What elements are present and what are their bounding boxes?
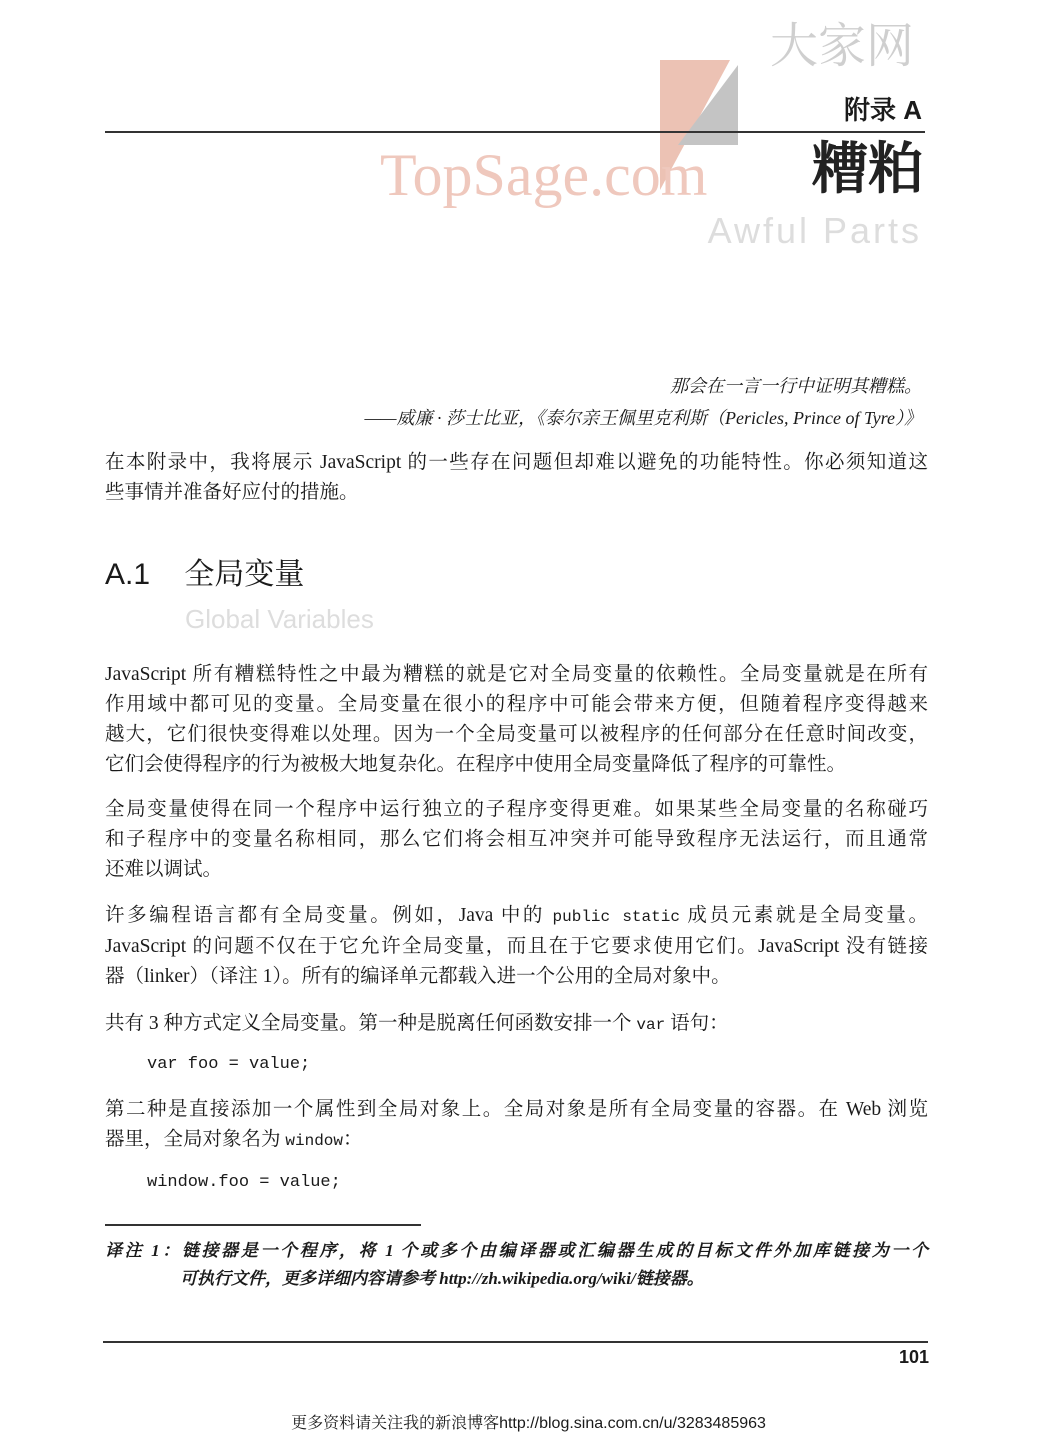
intro-paragraph <box>105 448 928 508</box>
text-line: 越大，它们很快变得难以处理。因为一个全局变量可以被程序的任何部分在任意时间改变， <box>105 724 928 745</box>
inline-code: var <box>636 1016 666 1034</box>
epigraph-quote: 那会在一言一行中证明其糟糕。 <box>670 376 922 396</box>
chapter-label: 附录 A <box>843 95 922 125</box>
paragraph <box>105 795 928 885</box>
text-line: 全局变量使得在同一个程序中运行独立的子程序变得更难。如果某些全局变量的名称碰巧 <box>105 799 928 820</box>
watermark-cn: 大家网 <box>770 18 915 74</box>
text-line: JavaScript 所有糟糕特性之中最为糟糕的就是它对全局变量的依赖性。全局变量就是在所有 <box>105 664 928 685</box>
section-title: 全局变量 <box>184 558 305 591</box>
text-line: 和子程序中的变量名称相同，那么它们将会相互冲突并可能导致程序无法运行，而且通常 <box>105 829 928 850</box>
watermark-en: TopSage.com <box>380 142 708 208</box>
footnote-url[interactable]: http://zh.wikipedia.org/wiki/ <box>439 1269 636 1288</box>
bottom-note: 更多资料请关注我的新浪博客http://blog.sina.com.cn/u/3283485963 <box>291 1415 766 1432</box>
header-rule <box>105 131 925 133</box>
paragraph: 第二种是直接添加一个属性到全局对象上。全局对象是所有全局变量的容器。在 Web 浏览 器里，全局对象名为 window： <box>105 1095 928 1156</box>
text-line: JavaScript 的问题不仅在于它允许全局变量，而且在于它要求使用它们。JavaScript 没有链接 <box>105 936 928 957</box>
paragraph: 共有 3 种方式定义全局变量。第一种是脱离任何函数安排一个 var 语句： <box>105 1013 729 1034</box>
epigraph <box>365 370 922 434</box>
section-heading <box>105 555 304 595</box>
text-line: 作用域中都可见的变量。全局变量在很小的程序中可能会带来方便，但随着程序变得越来 <box>105 694 928 715</box>
text-line: 许多编程语言都有全局变量。例如，Java 中的 public static 成员元素就是全局变量。 <box>105 905 928 926</box>
code-block: window.foo = value; <box>147 1173 341 1192</box>
text-line: 在本附录中，我将展示 JavaScript 的一些存在问题但却难以避免的功能特性。你必须知道这 <box>105 452 928 473</box>
paragraph <box>105 660 928 780</box>
footer-rule <box>103 1341 928 1343</box>
chapter-title: 糟粕 <box>812 137 924 200</box>
page-number: 101 <box>898 1347 929 1367</box>
text-line: 还难以调试。 <box>105 859 223 880</box>
section-subtitle: Global Variables <box>185 604 374 634</box>
footnote: 译注 1：链接器是一个程序，将 1 个或多个由编译器或汇编器生成的目标文件外加库链接为一个 可执行文件，更多详细内容请参考 http://zh.wikipedia.org/wiki/链接器。 <box>105 1241 928 1288</box>
text-line: 器（linker）（译注 1）。所有的编译单元都载入进一个公用的全局对象中。 <box>105 966 731 987</box>
paragraph <box>105 901 928 992</box>
section-number: A.1 <box>105 558 151 591</box>
chapter-subtitle: Awful Parts <box>707 210 922 251</box>
text-line: 第二种是直接添加一个属性到全局对象上。全局对象是所有全局变量的容器。在 Web 浏览 <box>105 1099 928 1120</box>
text-line: 些事情并准备好应付的措施。 <box>105 482 359 503</box>
inline-code: window <box>285 1132 343 1150</box>
text-line: 它们会使得程序的行为被极大地复杂化。在程序中使用全局变量降低了程序的可靠性。 <box>105 754 847 775</box>
epigraph-attribution: ——威廉 · 莎士比亚，《泰尔亲王佩里克利斯（Pericles, Prince of Tyre）》 <box>364 408 922 428</box>
footnote-rule <box>105 1224 421 1226</box>
code-block: var foo = value; <box>147 1055 311 1074</box>
inline-code: public static <box>552 908 680 926</box>
